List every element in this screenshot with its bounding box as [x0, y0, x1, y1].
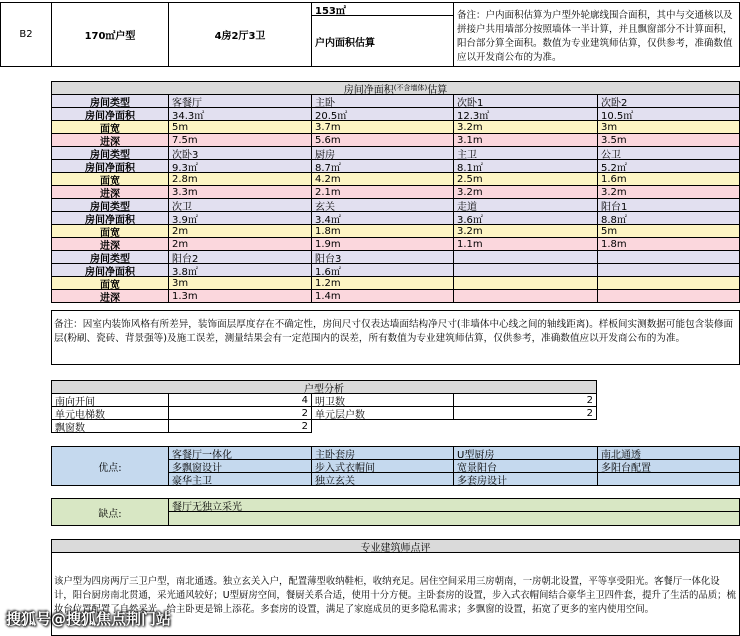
room-width-cell: 3m: [597, 120, 740, 134]
room-area-cell: 12.3㎡: [453, 107, 598, 121]
rooms-note-box: [51, 310, 740, 365]
room-depth-cell: [453, 289, 598, 303]
row-label-width: 面宽: [51, 120, 169, 134]
rooms-title: [51, 81, 740, 95]
room-name-cell: 阳台2: [168, 250, 312, 264]
room-depth-cell: 3.2m: [597, 185, 740, 199]
row-label-depth: 进深: [51, 185, 169, 199]
room-name-cell: 次卧3: [168, 146, 312, 160]
room-name-cell: 客餐厅: [168, 94, 312, 108]
row-label-area: 房间净面积: [51, 263, 169, 277]
watermark-text: 搜狐号@搜狐焦点荆门站: [6, 610, 172, 628]
review-title: 专业建筑师点评: [51, 539, 740, 553]
rooms-title-end: 估算: [427, 84, 448, 95]
room-area-cell: 5.2㎡: [597, 159, 740, 173]
room-depth-cell: 3.5m: [597, 133, 740, 147]
pros-item: 南北通透: [597, 446, 740, 460]
pros-item: 豪华主卫: [168, 472, 312, 486]
pros-label: 优点:: [51, 446, 169, 486]
room-width-cell: 1.6m: [597, 172, 740, 186]
room-width-cell: 5m: [168, 120, 312, 134]
room-area-cell: 20.5㎡: [311, 107, 454, 121]
analysis-r-label: 单元层户数: [311, 406, 454, 420]
room-area-cell: 9.3㎡: [168, 159, 312, 173]
room-depth-cell: [597, 289, 740, 303]
analysis-r-val: 2: [453, 393, 597, 407]
analysis-l-label: 南向开间: [51, 393, 169, 407]
room-width-cell: 2.8m: [168, 172, 312, 186]
pros-item: 多飘窗设计: [168, 459, 312, 473]
analysis-l-val: 2: [168, 419, 312, 433]
room-area-cell: 10.5㎡: [597, 107, 740, 121]
room-depth-cell: 2m: [168, 237, 312, 251]
room-name-cell: 玄关: [311, 198, 454, 212]
room-depth-cell: 2.1m: [311, 185, 454, 199]
row-label-depth: 进深: [51, 133, 169, 147]
room-width-cell: 3.7m: [311, 120, 454, 134]
room-name-cell: 走道: [453, 198, 598, 212]
pros-item: U型厨房: [453, 446, 598, 460]
room-depth-cell: 3.1m: [453, 133, 598, 147]
header-note-box: [453, 2, 740, 67]
room-area-cell: 3.9㎡: [168, 211, 312, 225]
row-label-area: 房间净面积: [51, 159, 169, 173]
room-area-cell: 1.6㎡: [311, 263, 454, 277]
cons-label: 缺点:: [51, 498, 169, 526]
room-depth-cell: 1.8m: [597, 237, 740, 251]
room-width-cell: [453, 276, 598, 290]
cons-empty-row: [168, 511, 740, 526]
room-width-cell: 2.5m: [453, 172, 598, 186]
row-label-width: 面宽: [51, 276, 169, 290]
pros-item: 主卧套房: [311, 446, 454, 460]
cons-item: 餐厅无独立采光: [168, 498, 740, 512]
pros-item: 步入式衣帽间: [311, 459, 454, 473]
room-name-cell: 次卧1: [453, 94, 598, 108]
room-width-cell: 3.2m: [453, 224, 598, 238]
room-area-cell: 8.8㎡: [597, 211, 740, 225]
pros-item: 宽景阳台: [453, 459, 598, 473]
room-depth-cell: 5.6m: [311, 133, 454, 147]
room-depth-cell: 1.9m: [311, 237, 454, 251]
analysis-r-label: 明卫数: [311, 393, 454, 407]
unit-code: B2: [0, 2, 52, 67]
analysis-title: 户型分析: [51, 380, 597, 394]
room-name-cell: 次卫: [168, 198, 312, 212]
room-name-cell: 主卧: [311, 94, 454, 108]
pros-item: 多阳台配置: [597, 459, 740, 473]
room-name-cell: 厨房: [311, 146, 454, 160]
room-depth-cell: 1.1m: [453, 237, 598, 251]
row-label-type: 房间类型: [51, 250, 169, 264]
room-name-cell: 次卧2: [597, 94, 740, 108]
row-label-width: 面宽: [51, 224, 169, 238]
room-name-cell: 阳台3: [311, 250, 454, 264]
pros-item: [597, 472, 740, 486]
room-width-cell: 3.2m: [453, 120, 598, 134]
row-label-type: 房间类型: [51, 146, 169, 160]
room-area-cell: [597, 263, 740, 277]
analysis-l-val: 2: [168, 406, 312, 420]
room-depth-cell: 3.2m: [453, 185, 598, 199]
room-width-cell: 2m: [168, 224, 312, 238]
row-label-width: 面宽: [51, 172, 169, 186]
pros-item: 独立玄关: [311, 472, 454, 486]
room-area-cell: 8.7㎡: [311, 159, 454, 173]
rooms-title-sub: (不含墙体): [393, 84, 428, 92]
room-name-cell: 公卫: [597, 146, 740, 160]
room-depth-cell: 1.3m: [168, 289, 312, 303]
row-label-depth: 进深: [51, 237, 169, 251]
room-depth-cell: 3.3m: [168, 185, 312, 199]
analysis-r-val: 2: [453, 406, 597, 420]
room-area-cell: 3.8㎡: [168, 263, 312, 277]
room-name-cell: [597, 250, 740, 264]
room-width-cell: 4.2m: [311, 172, 454, 186]
room-name-cell: 主卫: [453, 146, 598, 160]
pros-item: 多套房设计: [453, 472, 598, 486]
unit-layout: 4房2厅3卫: [168, 2, 312, 67]
built-area: 153㎡: [311, 2, 454, 16]
room-width-cell: 1.8m: [311, 224, 454, 238]
analysis-l-label: 单元电梯数: [51, 406, 169, 420]
header-note: 备注：户内面积估算为户型外轮廓线围合面积，其中与交通核以及拼接户共用墙部分按照墙体一半计算，并且飘窗部分不计算面积，阳台部分算全面积。数值为专业建筑师估算，仅供参考，准确数值应以开发商公布的为准。: [457, 10, 733, 63]
row-label-area: 房间净面积: [51, 107, 169, 121]
room-depth-cell: 1.4m: [311, 289, 454, 303]
unit-area: 170㎡户型: [51, 2, 169, 67]
analysis-l-val: 4: [168, 393, 312, 407]
room-area-cell: [453, 263, 598, 277]
room-area-cell: 34.3㎡: [168, 107, 312, 121]
room-depth-cell: 7.5m: [168, 133, 312, 147]
room-width-cell: 1.2m: [311, 276, 454, 290]
rooms-title-main: 房间净面积: [343, 84, 394, 95]
room-area-cell: 8.1㎡: [453, 159, 598, 173]
row-label-area: 房间净面积: [51, 211, 169, 225]
area-estimate-label: 户内面积估算: [311, 15, 454, 67]
room-area-cell: 3.4㎡: [311, 211, 454, 225]
room-name-cell: 阳台1: [597, 198, 740, 212]
room-area-cell: 3.6㎡: [453, 211, 598, 225]
room-width-cell: 3m: [168, 276, 312, 290]
pros-item: 客餐厅一体化: [168, 446, 312, 460]
row-label-type: 房间类型: [51, 94, 169, 108]
room-width-cell: 5m: [597, 224, 740, 238]
room-name-cell: [453, 250, 598, 264]
row-label-type: 房间类型: [51, 198, 169, 212]
row-label-depth: 进深: [51, 289, 169, 303]
analysis-l-label: 飘窗数: [51, 419, 169, 433]
room-width-cell: [597, 276, 740, 290]
review-text: 该户型为四房两厅三卫户型，南北通透。独立玄关入户，配置薄型收纳鞋柜，收纳充足。居住空间采用三房朝南，一房朝北设置，平等享受阳光。客餐厅一体化设计，阳台厨房南北贯通，采光通风较好；U型厨房空间，餐厨关系合适，使用十分方便。主卧套房的设置，步入式衣帽间结合豪华主卫四件套，提升了生活的品质；梳妆台位置配置了自然采光，给主卧更是锦上添花。多套房的设置，满足了家庭成员的更多隐私需求；多飘窗的设置，拓宽了更多的室内使用空间。: [54, 576, 736, 615]
rooms-note: 备注：因室内装饰风格有所差异，装饰面层厚度存在不确定性，房间尺寸仅表达墙面结构净尺寸(非墙体中心线之间的轴线距离)。样板间实测数据可能包含装修面层(粉刷、瓷砖、背景强等)及施工误差，测量结果会有一定范围内的误差，所有数值为专业建筑师估算，仅供参考，准确数值应以开发商公布的为准。: [54, 319, 734, 344]
